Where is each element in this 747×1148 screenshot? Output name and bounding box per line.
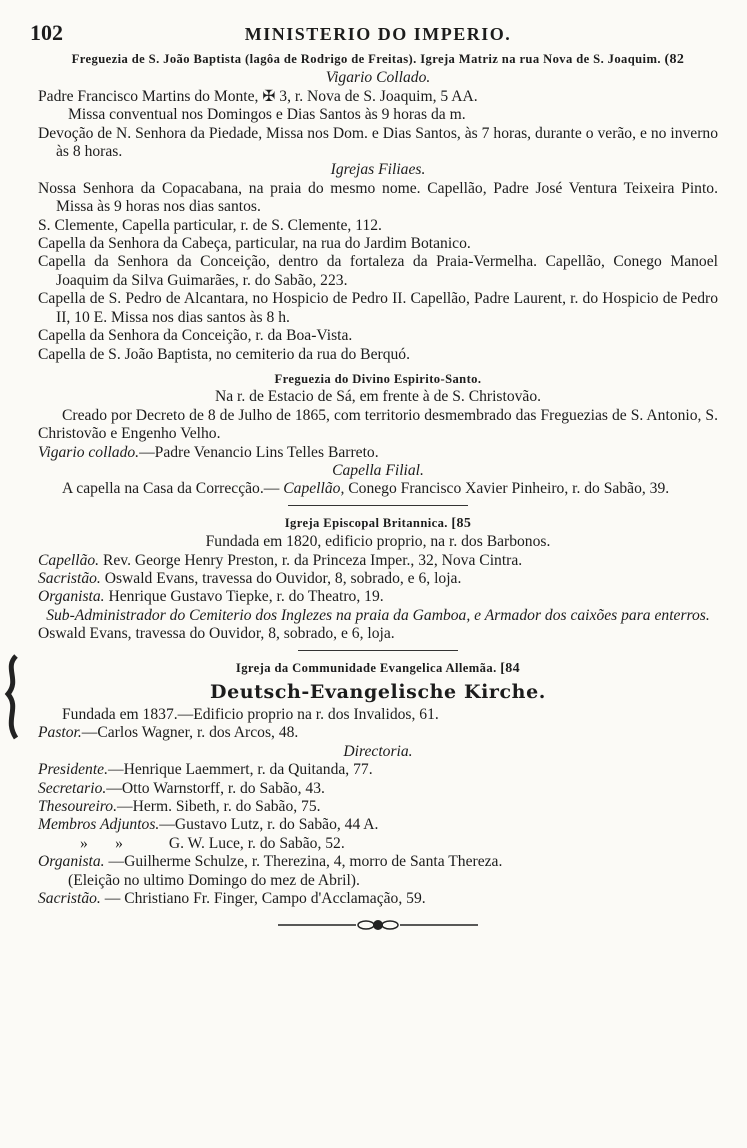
staff-label: » »: [80, 834, 123, 852]
sacristao-label: Sacristão.: [38, 890, 101, 908]
list-item: Capella da Senhora da Conceição, r. da Boa-Vista.: [38, 327, 353, 345]
page: [30, 20, 718, 937]
fraktur-title: Deutsch-Evangelische Kirche.: [210, 681, 546, 703]
vigario-label: Vigario Collado.: [325, 69, 431, 87]
staff-label: Organista.: [38, 588, 105, 606]
list-item: Capella da Senhora da Cabeça, particular, na rua do Jardim Botanico.: [38, 235, 471, 253]
sub-admin-name: Oswald Evans, travessa do Ouvidor, 8, sobrado, e 6, loja.: [38, 625, 395, 643]
section-ref: [85: [451, 515, 472, 531]
divider: [288, 505, 468, 506]
filiaes-label: Igrejas Filiaes.: [330, 161, 426, 179]
capella-text: A capella na Casa da Correcção.—: [62, 480, 280, 498]
section-heading-text: Igreja da Communidade Evangelica Allemãa.: [235, 660, 497, 675]
staff-row: [38, 835, 718, 853]
page-number: 102: [30, 20, 63, 45]
list-item: Nossa Senhora da Copacabana, na praia do mesmo nome. Capellão, Padre José Ventura Teixeira Pinto. Missa às 9 horas nos dias santos.: [38, 179, 718, 216]
pastor-name: —Carlos Wagner, r. dos Arcos, 48.: [81, 724, 299, 742]
section-ref: [84: [500, 660, 521, 676]
section-heading: [38, 514, 718, 533]
staff-text: —Otto Warnstorff, r. do Sabão, 43.: [106, 779, 325, 797]
sub-admin-label: Sub-Administrador do Cemiterio dos Inglezes na praia da Gamboa, e Armador dos caixões para enterros.: [46, 606, 710, 624]
list-item: S. Clemente, Capella particular, r. de S. Clemente, 112.: [38, 216, 382, 234]
staff-text: G. W. Luce, r. do Sabão, 52.: [168, 834, 345, 852]
staff-label: Capellão.: [38, 551, 100, 569]
section-episcopal-britannica: [38, 514, 718, 644]
capella-name: Conego Francisco Xavier Pinheiro, r. do Sabão, 39.: [344, 480, 670, 498]
vigario-name: —Padre Venancio Lins Telles Barreto.: [139, 443, 379, 461]
staff-row: [38, 588, 718, 606]
eleicao-note: (Eleição no ultimo Domingo do mez de Abril).: [68, 871, 360, 889]
staff-label: Sacristão.: [38, 569, 101, 587]
section-sao-joao-baptista: [38, 50, 718, 364]
staff-row: [38, 552, 718, 570]
staff-label: Thesoureiro.: [38, 798, 117, 816]
section-heading-text: Igreja Episcopal Britannica.: [284, 515, 448, 530]
section-evangelica-allemaa: [38, 659, 718, 909]
page-title: MINISTERIO DO IMPERIO.: [244, 24, 512, 44]
staff-text: Henrique Gustavo Tiepke, r. do Theatro, 19.: [104, 588, 384, 606]
section-heading: Freguezia do Divino Espirito-Santo.: [274, 371, 482, 386]
capella-label: Capellão,: [283, 480, 345, 498]
staff-row: [38, 761, 718, 779]
organista-label: Organista.: [38, 853, 105, 871]
list-item: Capella de S. Pedro de Alcantara, no Hospicio de Pedro II. Capellão, Padre Laurent, r. do Hospicio de Pedro II, 10 E. Missa nos dias santos às 8 h.: [38, 290, 718, 326]
staff-row: [38, 798, 718, 816]
section-heading: [38, 50, 718, 69]
staff-label: Secretario.: [38, 779, 107, 797]
staff-label: Membros Adjuntos.: [38, 816, 160, 834]
vigario-line: [38, 444, 718, 462]
list-item: Capella da Senhora da Conceição, dentro da fortaleza da Praia-Vermelha. Capellão, Conego Manoel Joaquim da Silva Guimarães, r. do Sabão, 223.: [38, 253, 718, 289]
staff-row: [38, 816, 718, 834]
staff-row: [38, 780, 718, 798]
page-header: [30, 20, 718, 50]
section-heading-text: Freguezia de S. João Baptista (lagôa de Rodrigo de Freitas). Igreja Matriz na rua Nova de S. Joaquim.: [71, 52, 661, 66]
staff-row: [38, 570, 718, 588]
creado-text: Creado por Decreto de 8 de Julho de 1865, com territorio desmembrado das Freguezias de S. Antonio, S. Christovão e Engenho Velho.: [38, 406, 718, 443]
staff-label: Presidente.: [38, 761, 109, 779]
section-ref: (82: [664, 52, 685, 67]
staff-text: Rev. George Henry Preston, r. da Princeza Imper., 32, Nova Cintra.: [99, 551, 523, 569]
staff-text: —Herm. Sibeth, r. do Sabão, 75.: [116, 798, 321, 816]
staff-text: Oswald Evans, travessa do Ouvidor, 8, sobrado, e 6, loja.: [100, 569, 462, 587]
end-ornament: [38, 918, 718, 937]
directoria-label: Directoria.: [343, 742, 413, 760]
pastor-label: Pastor.: [38, 724, 82, 742]
divider: [298, 650, 458, 651]
missa-entry: Missa conventual nos Domingos e Dias Santos às 9 horas da m.: [68, 106, 466, 124]
staff-text: —Gustavo Lutz, r. do Sabão, 44 A.: [159, 816, 379, 834]
organista-name: —Guilherme Schulze, r. Therezina, 4, morro de Santa Thereza.: [104, 853, 503, 871]
devocao-entry: Devoção de N. Senhora da Piedade, Missa nos Dom. e Dias Santos, às 7 horas, durante o verão, e no inverno às 8 horas.: [38, 124, 718, 161]
section-heading: [38, 659, 718, 678]
section-divino-espirito-santo: [38, 370, 718, 499]
staff-text: —Henrique Laemmert, r. da Quitanda, 77.: [108, 761, 373, 779]
vigario-label: Vigario collado.: [38, 443, 140, 461]
vigario-entry: Padre Francisco Martins do Monte, ✠ 3, r. Nova de S. Joaquim, 5 AA.: [38, 87, 478, 105]
fundada-text: Fundada em 1837.—Edificio proprio na r. dos Invalidos, 61.: [62, 706, 439, 723]
pastor-line: [38, 724, 718, 742]
margin-bracket-mark: [0, 654, 24, 740]
filial-label: Capella Filial.: [332, 461, 424, 479]
location-text: Na r. de Estacio de Sá, em frente à de S. Christovão.: [214, 388, 542, 406]
capella-entry: [38, 480, 718, 498]
sacristao-name: — Christiano Fr. Finger, Campo d'Acclamação, 59.: [100, 890, 426, 908]
ornament-rule-icon: [278, 918, 478, 932]
sacristao-line: [38, 890, 718, 908]
list-item: Capella de S. João Baptista, no cemiterio da rua do Berquó.: [38, 345, 410, 363]
fundada-text: Fundada em 1820, edificio proprio, na r. dos Barbonos.: [205, 533, 551, 551]
organista-line: [38, 853, 718, 871]
